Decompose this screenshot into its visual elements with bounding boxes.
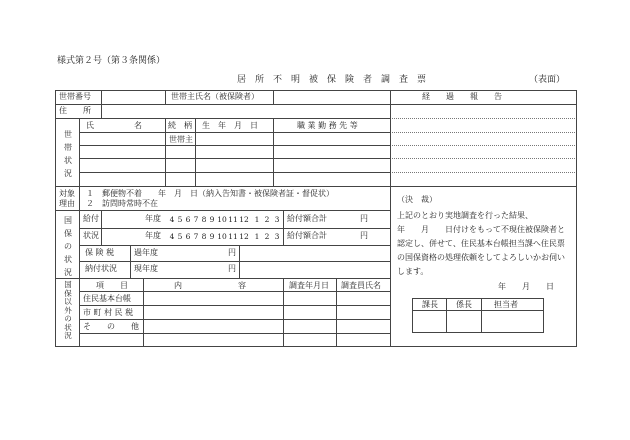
month-cell: 5 [177, 214, 183, 224]
col-birthdate: 生 年 月 日 [202, 121, 258, 130]
decision-line-5: します。 [397, 267, 429, 276]
benefit-total-2: 給付額合計 [287, 231, 327, 240]
col-workplace: 職 業 勤 務 先 等 [297, 121, 358, 130]
form-side-label: （表面） [529, 75, 566, 85]
month-cell: 1 [254, 232, 260, 241]
form-number: 様式第２号（第３条関係） [57, 56, 166, 66]
month-cell: 9 [209, 232, 215, 241]
target-side-label-1: 対象 [59, 189, 75, 198]
month-cell: 7 [193, 232, 199, 241]
col-relation: 続 柄 [168, 121, 192, 130]
month-cell: 3 [274, 214, 280, 224]
stamp-person-in-charge: 担当者 [494, 300, 518, 309]
month-cell: 12 [239, 232, 249, 241]
overdue-year-label: 過年度 [134, 248, 158, 257]
decision-line-4: の国保資格の処理依頼をしてよろしいかお伺い [397, 253, 565, 262]
target-reason-2: ２ 訪問時常時不在 [86, 199, 158, 208]
month-cell: 6 [185, 214, 191, 224]
month-cell: 2 [264, 214, 270, 224]
decision-date: 年 月 日 [498, 282, 554, 291]
household-number-label: 世帯番号 [59, 92, 91, 101]
decision-heading: （決 裁） [397, 195, 437, 204]
other-status-side-label: 国保以外の状況 [64, 280, 72, 340]
month-grid-1 [166, 210, 282, 228]
col-name: 氏 名 [86, 121, 142, 130]
other-row-municipal-tax: 市 町 村 民 税 [83, 308, 134, 317]
col-investigator: 調査員氏名 [341, 281, 381, 290]
yen-4: 円 [228, 264, 236, 273]
col-survey-date: 調査年月日 [289, 281, 329, 290]
month-grid-2 [166, 228, 282, 245]
yen-1: 円 [360, 214, 368, 223]
progress-report-label: 経 過 報 告 [422, 92, 502, 101]
yen-2: 円 [360, 231, 368, 240]
tax-label-2: 納付状況 [85, 264, 117, 273]
col-content: 内 容 [174, 281, 246, 290]
benefit-total-1: 給付額合計 [287, 214, 327, 223]
decision-line-3: 認定し、併せて、住民基本台帳担当課へ住民票 [397, 239, 565, 248]
month-cell: 11 [228, 232, 238, 241]
month-cell: 1 [254, 214, 260, 224]
stamp-subsection-chief: 係長 [456, 300, 472, 309]
address-label: 住 所 [59, 106, 91, 115]
target-side-label-2: 理由 [59, 199, 75, 208]
stamp-section-chief: 課長 [422, 300, 438, 309]
other-row-other: そ の 他 [83, 322, 139, 331]
tax-label-1: 保 険 税 [85, 248, 115, 257]
col-item: 項 目 [96, 281, 128, 290]
other-row-resident-register: 住民基本台帳 [83, 294, 131, 303]
current-year-label: 現年度 [134, 264, 158, 273]
form-title: 居 所 不 明 被 保 険 者 調 査 票 [237, 75, 427, 85]
benefit-label: 給付 [83, 214, 99, 223]
month-cell: 4 [169, 214, 175, 224]
month-cell: 8 [201, 214, 207, 224]
yen-3: 円 [228, 248, 236, 257]
insurance-side-label: 国保の状況 [64, 216, 72, 277]
status-label: 状況 [83, 231, 99, 240]
month-cell: 12 [239, 214, 249, 224]
month-cell: 10 [217, 214, 227, 224]
month-cell: 10 [217, 232, 227, 241]
month-cell: 4 [169, 232, 175, 241]
month-cell: 9 [209, 214, 215, 224]
month-cell: 7 [193, 214, 199, 224]
household-head-name-label: 世帯主氏名（被保険者） [171, 92, 259, 101]
fiscal-year-2: 年度 [145, 231, 161, 240]
decision-line-2: 年 月 日付けをもって不現住被保険者と [397, 225, 565, 234]
month-cell: 5 [177, 232, 183, 241]
month-cell: 2 [264, 232, 270, 241]
month-cell: 11 [228, 214, 238, 224]
month-cell: 8 [201, 232, 207, 241]
decision-line-1: 上記のとおり実地調査を行った結果、 [397, 211, 533, 220]
fiscal-year-1: 年度 [145, 214, 161, 223]
month-cell: 3 [274, 232, 280, 241]
month-cell: 6 [185, 232, 191, 241]
target-reason-1: １ 郵便物不着 年 月 日（納入告知書・被保険者証・督促状） [86, 189, 334, 198]
household-status-side-label: 世帯状況 [64, 130, 72, 178]
head-relation-value: 世帯主 [169, 135, 193, 144]
